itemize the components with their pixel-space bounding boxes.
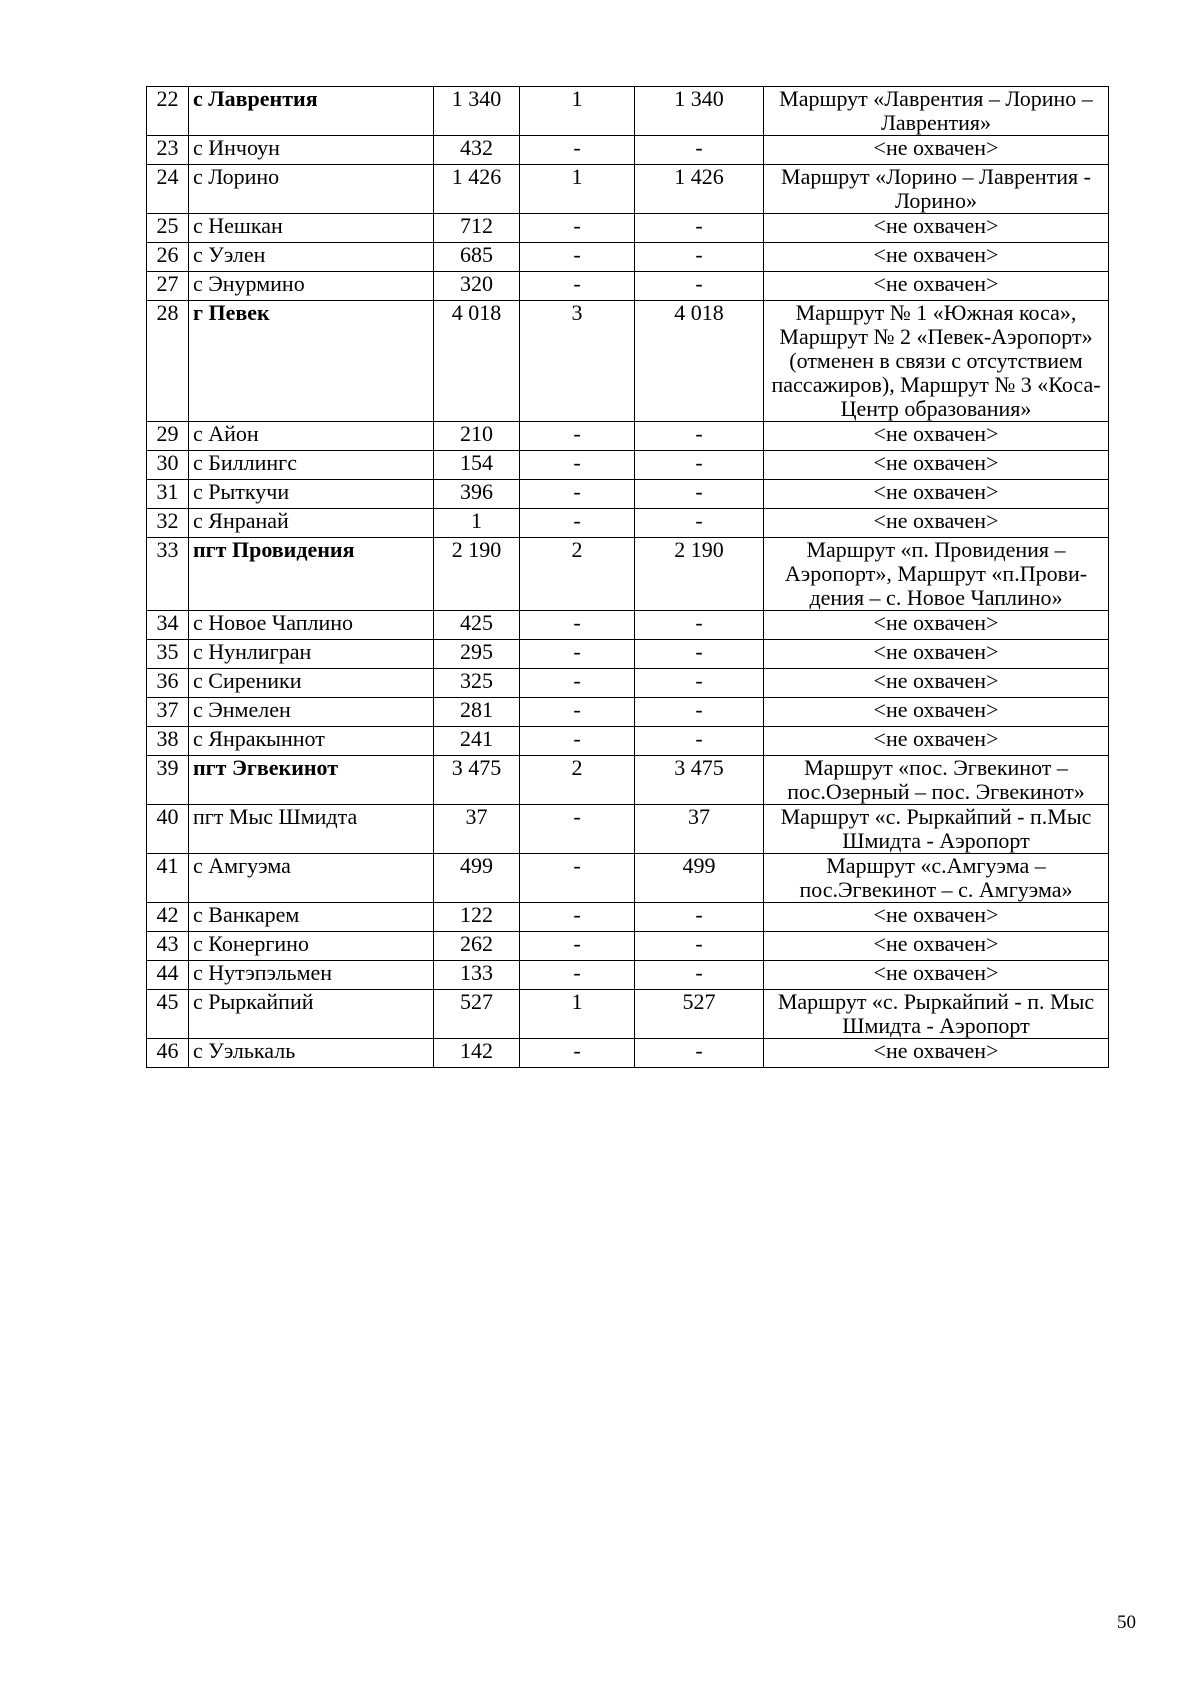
population-cell: 122	[434, 903, 520, 932]
table-row	[147, 165, 1109, 214]
route-description-cell: <не охвачен>	[764, 932, 1109, 961]
settlement-name-cell: с Рыткучи	[189, 480, 434, 509]
settlement-name-cell: пгт Провидения	[189, 538, 434, 611]
population-cell: 325	[434, 669, 520, 698]
row-number-cell: 33	[147, 538, 189, 611]
settlement-name-cell: с Амгуэма	[189, 854, 434, 903]
row-number-cell: 27	[147, 272, 189, 301]
row-number-cell: 37	[147, 698, 189, 727]
covered-population-cell: -	[635, 698, 764, 727]
table-row	[147, 451, 1109, 480]
population-cell: 4 018	[434, 301, 520, 422]
row-number-cell: 25	[147, 214, 189, 243]
routes-count-cell: 3	[520, 301, 635, 422]
population-cell: 2 190	[434, 538, 520, 611]
table-row	[147, 214, 1109, 243]
routes-count-cell: -	[520, 854, 635, 903]
table-row	[147, 669, 1109, 698]
row-number-cell: 29	[147, 422, 189, 451]
population-cell: 1 340	[434, 87, 520, 136]
row-number-cell: 35	[147, 640, 189, 669]
settlement-name-cell: с Янранай	[189, 509, 434, 538]
settlement-name-cell: с Инчоун	[189, 136, 434, 165]
routes-count-cell: -	[520, 727, 635, 756]
population-cell: 1 426	[434, 165, 520, 214]
routes-count-cell: 1	[520, 165, 635, 214]
route-description-cell: <не охвачен>	[764, 903, 1109, 932]
settlement-name-cell: с Биллингс	[189, 451, 434, 480]
row-number-cell: 24	[147, 165, 189, 214]
routes-count-cell: -	[520, 669, 635, 698]
covered-population-cell: -	[635, 272, 764, 301]
population-cell: 1	[434, 509, 520, 538]
routes-count-cell: -	[520, 698, 635, 727]
routes-count-cell: -	[520, 903, 635, 932]
route-description-cell: <не охвачен>	[764, 611, 1109, 640]
row-number-cell: 26	[147, 243, 189, 272]
routes-count-cell: 1	[520, 87, 635, 136]
settlement-name-cell: с Новое Чаплино	[189, 611, 434, 640]
covered-population-cell: -	[635, 611, 764, 640]
routes-count-cell: -	[520, 480, 635, 509]
covered-population-cell: -	[635, 932, 764, 961]
table-row	[147, 480, 1109, 509]
table-row	[147, 961, 1109, 990]
table-body	[147, 87, 1109, 1068]
population-cell: 295	[434, 640, 520, 669]
route-description-cell: <не охвачен>	[764, 451, 1109, 480]
row-number-cell: 31	[147, 480, 189, 509]
settlement-name-cell: с Энурмино	[189, 272, 434, 301]
row-number-cell: 39	[147, 756, 189, 805]
population-cell: 37	[434, 805, 520, 854]
settlement-name-cell: с Нутэпэльмен	[189, 961, 434, 990]
table-row	[147, 87, 1109, 136]
table-row	[147, 854, 1109, 903]
row-number-cell: 23	[147, 136, 189, 165]
routes-count-cell: -	[520, 640, 635, 669]
settlement-name-cell: с Ванкарем	[189, 903, 434, 932]
row-number-cell: 22	[147, 87, 189, 136]
row-number-cell: 46	[147, 1039, 189, 1068]
covered-population-cell: -	[635, 509, 764, 538]
route-description-cell: <не охвачен>	[764, 214, 1109, 243]
table-row	[147, 243, 1109, 272]
routes-count-cell: -	[520, 422, 635, 451]
population-cell: 154	[434, 451, 520, 480]
population-cell: 210	[434, 422, 520, 451]
settlement-name-cell: с Лаврентия	[189, 87, 434, 136]
routes-count-cell: 2	[520, 538, 635, 611]
row-number-cell: 44	[147, 961, 189, 990]
settlement-name-cell: с Янракыннот	[189, 727, 434, 756]
routes-count-cell: -	[520, 805, 635, 854]
row-number-cell: 28	[147, 301, 189, 422]
covered-population-cell: -	[635, 451, 764, 480]
population-cell: 142	[434, 1039, 520, 1068]
route-description-cell: <не охвачен>	[764, 698, 1109, 727]
route-description-cell: Маршрут «с. Рыркайпий - п. Мыс Шмидта - Аэропорт	[764, 990, 1109, 1039]
route-description-cell: <не охвачен>	[764, 272, 1109, 301]
routes-count-cell: -	[520, 509, 635, 538]
covered-population-cell: 1 340	[635, 87, 764, 136]
row-number-cell: 43	[147, 932, 189, 961]
covered-population-cell: 4 018	[635, 301, 764, 422]
row-number-cell: 32	[147, 509, 189, 538]
routes-count-cell: 2	[520, 756, 635, 805]
route-description-cell: Маршрут «п. Провидения – Аэропорт», Маршрут «п.Прови-дения – с. Новое Чаплино»	[764, 538, 1109, 611]
route-description-cell: <не охвачен>	[764, 1039, 1109, 1068]
population-cell: 527	[434, 990, 520, 1039]
settlement-name-cell: с Нешкан	[189, 214, 434, 243]
routes-count-cell: -	[520, 272, 635, 301]
row-number-cell: 30	[147, 451, 189, 480]
route-description-cell: <не охвачен>	[764, 640, 1109, 669]
population-cell: 425	[434, 611, 520, 640]
covered-population-cell: 527	[635, 990, 764, 1039]
covered-population-cell: -	[635, 727, 764, 756]
route-description-cell: Маршрут «Лорино – Лаврентия - Лорино»	[764, 165, 1109, 214]
table-row	[147, 756, 1109, 805]
routes-count-cell: -	[520, 243, 635, 272]
population-cell: 241	[434, 727, 520, 756]
table-row	[147, 422, 1109, 451]
table-row	[147, 727, 1109, 756]
table-row	[147, 1039, 1109, 1068]
settlements-table	[146, 86, 1109, 1068]
settlement-name-cell: с Энмелен	[189, 698, 434, 727]
covered-population-cell: -	[635, 243, 764, 272]
routes-count-cell: -	[520, 451, 635, 480]
routes-count-cell: 1	[520, 990, 635, 1039]
route-description-cell: Маршрут «Лаврентия – Лорино – Лаврентия»	[764, 87, 1109, 136]
route-description-cell: <не охвачен>	[764, 480, 1109, 509]
settlement-name-cell: с Уэлькаль	[189, 1039, 434, 1068]
table-row	[147, 611, 1109, 640]
page-number: 50	[1117, 1612, 1136, 1633]
table-row	[147, 903, 1109, 932]
covered-population-cell: -	[635, 214, 764, 243]
row-number-cell: 41	[147, 854, 189, 903]
table-row	[147, 272, 1109, 301]
settlement-name-cell: с Нунлигран	[189, 640, 434, 669]
row-number-cell: 36	[147, 669, 189, 698]
covered-population-cell: -	[635, 480, 764, 509]
population-cell: 3 475	[434, 756, 520, 805]
settlement-name-cell: с Уэлен	[189, 243, 434, 272]
table-row	[147, 932, 1109, 961]
route-description-cell: <не охвачен>	[764, 961, 1109, 990]
row-number-cell: 40	[147, 805, 189, 854]
table-row	[147, 805, 1109, 854]
covered-population-cell: 3 475	[635, 756, 764, 805]
row-number-cell: 38	[147, 727, 189, 756]
covered-population-cell: 499	[635, 854, 764, 903]
route-description-cell: Маршрут № 1 «Южная коса», Маршрут № 2 «Певек-Аэропорт» (отменен в связи с отсутствием пассажиров), Маршрут № 3 «Коса-Центр образования»	[764, 301, 1109, 422]
covered-population-cell: -	[635, 903, 764, 932]
table-row	[147, 136, 1109, 165]
table-row	[147, 538, 1109, 611]
covered-population-cell: -	[635, 669, 764, 698]
population-cell: 432	[434, 136, 520, 165]
route-description-cell: Маршрут «с. Рыркайпий - п.Мыс Шмидта - Аэропорт	[764, 805, 1109, 854]
table-row	[147, 990, 1109, 1039]
routes-count-cell: -	[520, 136, 635, 165]
settlement-name-cell: пгт Эгвекинот	[189, 756, 434, 805]
routes-count-cell: -	[520, 1039, 635, 1068]
covered-population-cell: -	[635, 136, 764, 165]
routes-count-cell: -	[520, 961, 635, 990]
table-row	[147, 301, 1109, 422]
population-cell: 499	[434, 854, 520, 903]
row-number-cell: 42	[147, 903, 189, 932]
settlement-name-cell: с Лорино	[189, 165, 434, 214]
population-cell: 262	[434, 932, 520, 961]
settlement-name-cell: с Рыркайпий	[189, 990, 434, 1039]
route-description-cell: <не охвачен>	[764, 422, 1109, 451]
settlement-name-cell: с Конергино	[189, 932, 434, 961]
covered-population-cell: 37	[635, 805, 764, 854]
route-description-cell: <не охвачен>	[764, 669, 1109, 698]
covered-population-cell: 1 426	[635, 165, 764, 214]
route-description-cell: Маршрут «с.Амгуэма – пос.Эгвекинот – с. Амгуэма»	[764, 854, 1109, 903]
settlement-name-cell: с Айон	[189, 422, 434, 451]
covered-population-cell: -	[635, 640, 764, 669]
population-cell: 133	[434, 961, 520, 990]
route-description-cell: <не охвачен>	[764, 727, 1109, 756]
settlement-name-cell: пгт Мыс Шмидта	[189, 805, 434, 854]
covered-population-cell: -	[635, 961, 764, 990]
row-number-cell: 45	[147, 990, 189, 1039]
population-cell: 281	[434, 698, 520, 727]
settlement-name-cell: с Сиреники	[189, 669, 434, 698]
table-row	[147, 698, 1109, 727]
population-cell: 712	[434, 214, 520, 243]
route-description-cell: Маршрут «пос. Эгвекинот – пос.Озерный – пос. Эгвекинот»	[764, 756, 1109, 805]
population-cell: 320	[434, 272, 520, 301]
table-row	[147, 640, 1109, 669]
settlement-name-cell: г Певек	[189, 301, 434, 422]
routes-count-cell: -	[520, 611, 635, 640]
covered-population-cell: 2 190	[635, 538, 764, 611]
covered-population-cell: -	[635, 1039, 764, 1068]
route-description-cell: <не охвачен>	[764, 243, 1109, 272]
route-description-cell: <не охвачен>	[764, 509, 1109, 538]
routes-count-cell: -	[520, 932, 635, 961]
row-number-cell: 34	[147, 611, 189, 640]
population-cell: 396	[434, 480, 520, 509]
routes-count-cell: -	[520, 214, 635, 243]
table-row	[147, 509, 1109, 538]
route-description-cell: <не охвачен>	[764, 136, 1109, 165]
population-cell: 685	[434, 243, 520, 272]
covered-population-cell: -	[635, 422, 764, 451]
